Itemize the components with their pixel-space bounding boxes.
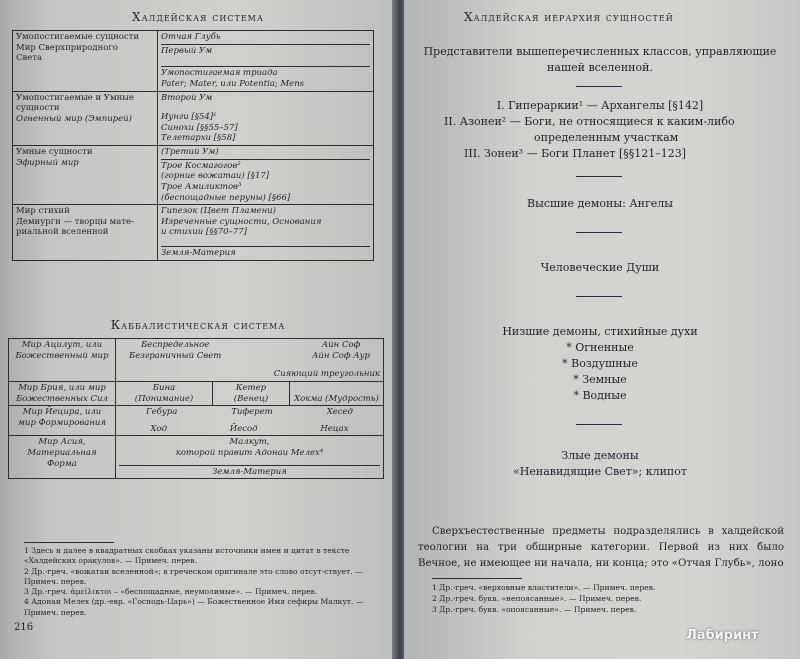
divider <box>576 296 622 297</box>
footnote: 1 Др.-греч. «верховные властители». — Примеч. перев. <box>432 583 656 592</box>
chaldean-row2-left <box>13 91 158 146</box>
cell-line: Синохи [§§55–57] <box>161 122 238 133</box>
kab-row3-world <box>9 406 116 436</box>
cell-line: Земля-Материя <box>161 246 370 259</box>
cell-line: Бина <box>152 382 176 393</box>
cell-line: Безграничный Свет <box>129 350 222 361</box>
kab-netsah: Нецах <box>320 423 349 434</box>
text-line: * Земные <box>573 372 627 386</box>
text-line: * Воздушные <box>562 356 638 370</box>
kab-row4-content <box>116 436 384 479</box>
list-item: II. Азонеи² — Боги, не относящиеся к каким-либо <box>444 114 735 128</box>
cell-line: (Венец) <box>233 393 269 404</box>
cell-line: Первый Ум <box>161 45 213 56</box>
footnote: 3 Др.-греч. ἀμείλικτοι – «беспощадные, неумолимые». — Примеч. перев. <box>24 587 318 596</box>
text-line: * Водные <box>573 388 627 402</box>
divider <box>576 176 622 177</box>
footnote: 4 Адонаи Мелех (др.-евр. «Господь-Царь») — Божественное Имя сефиры Малкут. — Примеч. перев. <box>24 597 364 617</box>
cell-line: Телетархи [§58] <box>161 133 236 144</box>
cell-line: (Третий Ум) <box>161 147 370 160</box>
cell-line: Мир Ацилут, или <box>21 340 103 350</box>
cell-line: Огненный мир (Эмпирей) <box>16 113 132 124</box>
watermark-logo: Лабиринт <box>686 628 759 643</box>
kab-row1-content <box>116 339 384 382</box>
cell-line: Отчая Глубь <box>161 32 370 45</box>
list-item: III. Зонеи³ — Боги Планет [§§121–123] <box>464 146 687 160</box>
cell-line: Малкут, <box>229 437 270 448</box>
higher-demons: Высшие демоны: Ангелы <box>527 197 673 210</box>
kab-triangle-label: Сияющий треугольник <box>273 369 380 380</box>
cell-line: Мир стихий <box>16 206 70 217</box>
cell-line: мир Формирования <box>17 417 107 428</box>
cell-line: Кетер <box>235 382 267 393</box>
footnote: 3 Др.-греч. букв. «опоясанные». — Примеч. перев. <box>432 605 637 614</box>
chaldean-row1-right <box>158 31 374 92</box>
kab-gebura: Гебура <box>146 407 178 418</box>
kab-row1-world <box>9 339 116 382</box>
cell-line: (Понимание) <box>134 393 194 404</box>
cell-line: которой правит Адонаи Мелех⁴ <box>175 448 324 458</box>
footnote-separator <box>24 542 114 543</box>
text-line: Злые демоны <box>561 449 639 462</box>
lower-demons <box>414 324 786 404</box>
kab-infinite <box>129 340 221 361</box>
cell-line: Второй Ум <box>161 92 213 103</box>
chaldean-row3-right <box>158 146 374 205</box>
cell-line: Гипезок (Цвет Пламени) <box>161 206 276 217</box>
divider <box>576 424 622 425</box>
cell-line: Айн Соф Аур <box>312 350 370 361</box>
kab-bina <box>116 381 213 405</box>
kab-hokma: Хокма (Мудрость) <box>290 381 384 405</box>
body-paragraph: Сверхъестественные предметы подразделялись в халдейской теологии на три обширные категории. Первой из них было Вечное, не имеющее ни начала, ни конца; это «Отчая Глубь», лоно <box>418 526 784 569</box>
footnote-separator <box>432 578 522 579</box>
text-line: «Ненавидящие Свет»; клипот <box>513 464 687 478</box>
list-item: I. Гипераркии¹ — Архангелы [§142] <box>496 99 704 112</box>
kab-row2-world <box>9 381 116 405</box>
kab-hod: Ход <box>150 423 167 434</box>
evil-demons <box>414 448 786 480</box>
chaldean-row4-left <box>13 205 158 261</box>
left-page <box>0 0 396 659</box>
divider <box>576 232 622 233</box>
cell-line: Айн Соф <box>321 340 361 350</box>
cell-line: Мир Йецира, или <box>22 407 102 418</box>
right-footnotes <box>432 578 782 615</box>
footnote: 1 Здесь и далее в квадратных скобках указаны источники имен и цитат в тексте «Халдейских оракулов». — Примеч. перев. <box>24 546 350 566</box>
cell-line: Pater; Mater, или Potentia; Mens <box>161 78 305 89</box>
cell-line: Света <box>16 53 43 64</box>
right-page <box>404 0 800 659</box>
chaldean-row1-left <box>13 31 158 92</box>
page-number: 216 <box>14 622 34 633</box>
cell-line: Божественный мир <box>15 350 109 361</box>
cell-line: Умопостигаемые сущности <box>16 32 140 42</box>
cell-line: (беспощадные перуны) [§66] <box>161 192 291 203</box>
chaldean-system-table <box>12 30 374 261</box>
cell-line: и стихии [§§70–77] <box>161 227 247 238</box>
cell-line: Иунги [§54]¹ <box>161 112 217 123</box>
chaldean-row3-left <box>13 146 158 205</box>
cell-line: Трое Космагогов² <box>161 160 241 171</box>
hierarchy-list <box>414 98 786 162</box>
cell-line: Мир Асия, <box>38 437 86 448</box>
cell-line: Демиурги — творцы мате- <box>16 216 134 227</box>
cell-line: Умопостигаемые и Умные <box>16 92 135 103</box>
list-item-continued: определенным участкам <box>534 130 679 144</box>
text-line: * Огненные <box>566 340 634 354</box>
footnote: 2 Др.-греч. букв. «непоясанные». — Примеч. перев. <box>432 594 642 603</box>
cell-line: Умные сущности <box>16 147 93 157</box>
kab-ain-sof <box>312 340 370 361</box>
cell-line: Трое Амиликтов³ <box>161 181 242 192</box>
chaldean-row2-right <box>158 91 374 146</box>
left-footnotes <box>24 542 374 618</box>
cell-line: Материальная <box>27 448 97 458</box>
kab-keter <box>213 381 290 405</box>
kabbalistic-system-title: Каббалистическая система <box>110 318 286 332</box>
hierarchy-title: Халдейская иерархия сущностей <box>464 10 674 24</box>
hierarchy-intro <box>414 44 786 76</box>
cell-line: Беспредельное <box>141 340 210 350</box>
cell-line: сущности <box>16 103 60 114</box>
cell-line: Божественных Сил <box>16 393 108 404</box>
human-souls: Человеческие Души <box>540 261 660 274</box>
kab-row3-content <box>116 406 384 436</box>
kab-tiferet: Тиферет <box>231 407 273 418</box>
cell-line: (горние вожатаи) [§17] <box>161 171 270 182</box>
cell-line: риальной вселенной <box>16 227 109 238</box>
kab-row4-world <box>9 436 116 479</box>
cell-line: Умопостигаемая триада <box>161 66 370 79</box>
chaldean-system-title: Халдейская система <box>132 10 264 24</box>
text-line: нашей вселенной. <box>547 60 653 74</box>
kab-yesod: Йесод <box>229 423 258 434</box>
divider <box>576 86 622 87</box>
footnote: 2 Др.-греч. «вожатаи вселенной»; в греческом оригинале это слово отсут-ствует. — Примеч. перев. <box>24 566 363 586</box>
chaldean-row4-right <box>158 205 374 261</box>
kab-hesed: Хесед <box>326 407 353 418</box>
cell-line: Эфирный мир <box>16 157 79 168</box>
cell-line: Изреченные сущности, Основания <box>161 216 322 227</box>
text-line: Представители вышеперечисленных классов, управляющие <box>423 45 777 58</box>
cell-line: Форма <box>47 458 77 469</box>
cell-line: Мир Брия, или мир <box>18 382 106 393</box>
text-line: Низшие демоны, стихийные духи <box>502 325 698 338</box>
kab-earth-matter: Земля-Материя <box>119 465 380 478</box>
cell-line: Мир Сверхприродного <box>16 42 118 53</box>
kabbalistic-system-table <box>8 338 384 479</box>
